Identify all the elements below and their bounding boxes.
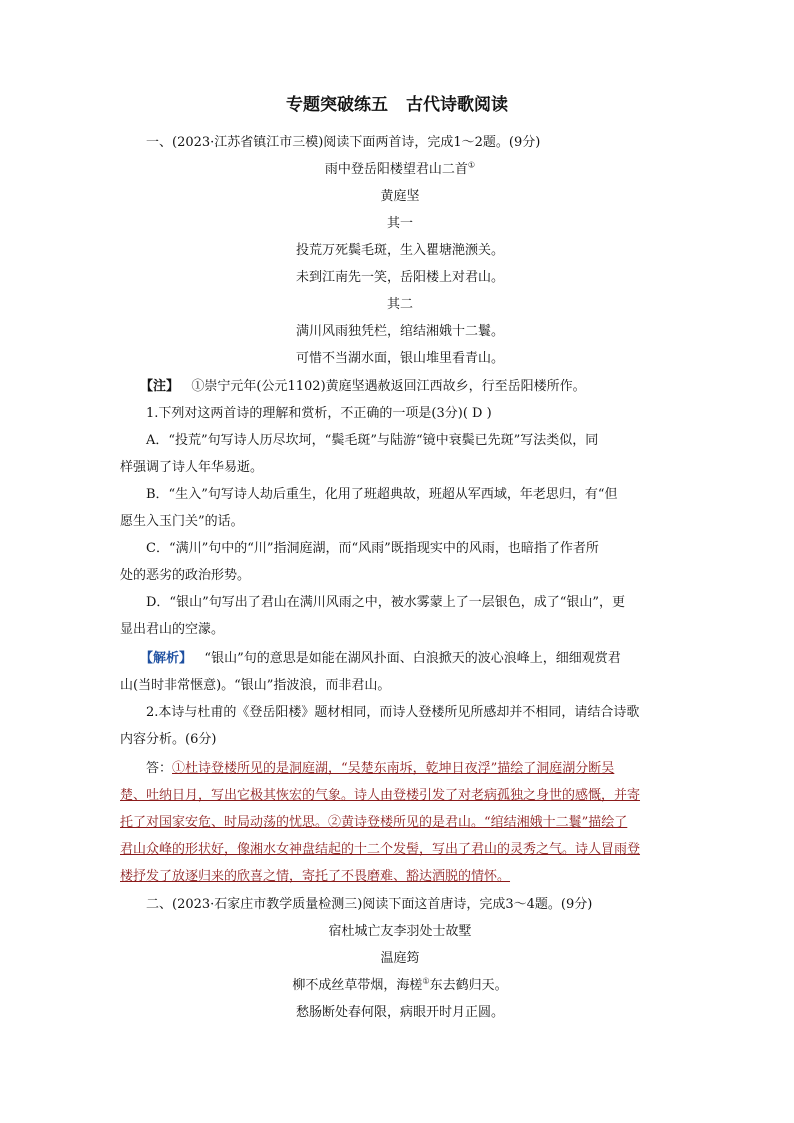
poem1-title-note: ①	[467, 160, 476, 170]
poem1-title	[120, 161, 680, 179]
analysis-line2: 山(当时非常惬意)。“银山”指波浪，而非君山。	[120, 678, 391, 693]
option-d-line1: D．“银山”句写出了君山在满川风雨之中，被水雾蒙上了一层银色，成了“银山”，更	[146, 595, 626, 610]
section2-heading: 二、(2023·石家庄市教学质量检测三)阅读下面这首唐诗，完成3～4题。(9分)	[146, 897, 593, 912]
question-1: 1.下列对这两首诗的理解和赏析，不正确的一项是(3分)( D )	[146, 406, 492, 421]
option-b-line1: B．“生入”句写诗人劫后重生，化用了班超典故，班超从军西域，年老思归，有“但	[146, 487, 618, 502]
poem1-part2-line1: 满川风雨独凭栏，绾结湘娥十二鬟。	[295, 324, 504, 339]
option-b-line2: 愿生入玉门关”的话。	[120, 514, 244, 529]
question-2-line1: 2.本诗与杜甫的《登岳阳楼》题材相同，而诗人登楼所见所感却并不相同，请结合诗歌	[146, 705, 640, 720]
analysis-text: “银山”句的意思是如能在湖风扑面、白浪掀天的波心浪峰上，细细观赏君	[204, 651, 621, 666]
option-a-line1: A．“投荒”句写诗人历尽坎坷，“鬓毛斑”与陆游“镜中衰鬓已先斑”写法类似，同	[146, 433, 599, 448]
poem2-line1-note: ①	[422, 976, 430, 986]
poem2-line1	[120, 977, 680, 995]
title-part2: 古代诗歌阅读	[406, 95, 508, 115]
analysis-tag: 【解析】	[140, 651, 193, 666]
note-text: ①崇宁元年(公元1102)黄庭坚遇赦返回江西故乡，行至岳阳楼所作。	[191, 379, 586, 394]
title-part1: 专题突破练五	[286, 95, 388, 115]
question-2-line2: 内容分析。(6分)	[120, 732, 217, 747]
answer-line3	[120, 814, 627, 832]
answer-text-1: ①杜诗登楼所见的是洞庭湖，“吴楚东南坼，乾坤日夜浮”描绘了洞庭湖分断吴	[172, 761, 615, 776]
option-c-line2: 处的恶劣的政治形势。	[120, 568, 251, 583]
option-a-line2: 样强调了诗人年华易逝。	[120, 460, 264, 475]
note	[140, 378, 586, 396]
answer-lead: 答：	[146, 761, 173, 776]
option-c-line1: C．“满川”句中的“川”指洞庭湖，而“风雨”既指现实中的风雨，也暗指了作者所	[146, 541, 599, 556]
option-d-line2: 显出君山的空濛。	[120, 622, 225, 637]
poem1-part1-line1: 投荒万死鬓毛斑，生入瞿塘滟滪关。	[295, 243, 504, 258]
section1-heading: 一、(2023·江苏省镇江市三模)阅读下面两首诗，完成1～2题。(9分)	[146, 135, 541, 150]
poem1-author: 黄庭坚	[380, 189, 420, 204]
answer-text-3: 托了对国家安危、时局动荡的忧思。②黄诗登楼所见的是君山。“绾结湘娥十二鬟”描绘了	[120, 815, 628, 830]
answer-line2	[120, 787, 640, 805]
poem2-line2: 愁肠断处春何限，病眼开时月正圆。	[295, 1005, 504, 1020]
answer-text-4: 君山众峰的形状好，像湘水女神盘结起的十二个发髻，写出了君山的灵秀之气。诗人冒雨登	[120, 842, 641, 857]
poem2-author: 温庭筠	[380, 951, 420, 966]
answer-line5	[120, 868, 510, 886]
answer-text-2: 楚、吐纳日月，写出它极其恢宏的气象。诗人由登楼引发了对老病孤独之身世的感慨，并寄	[120, 788, 641, 803]
poem1-part2-line2: 可惜不当湖水面，银山堆里看青山。	[295, 351, 504, 366]
poem2-title: 宿杜城亡友李羽处士故墅	[328, 924, 472, 939]
answer-line1	[146, 760, 614, 778]
poem2-line1-b: 东去鹤归天。	[429, 978, 508, 993]
analysis-line1	[140, 650, 621, 668]
page-title	[0, 96, 794, 114]
poem1-part1-label: 其一	[386, 216, 413, 231]
answer-line4	[120, 841, 640, 859]
poem2-line1-a: 柳不成丝草带烟，海槎	[292, 978, 423, 993]
poem1-part2-label: 其二	[386, 297, 413, 312]
poem1-part1-line2: 未到江南先一笑，岳阳楼上对君山。	[295, 270, 504, 285]
poem1-title-text: 雨中登岳阳楼望君山二首	[324, 162, 468, 177]
answer-text-5: 楼抒发了放逐归来的欣喜之情，寄托了不畏磨难、豁达洒脱的情怀。	[120, 869, 511, 884]
note-tag: 【注】	[140, 379, 180, 394]
